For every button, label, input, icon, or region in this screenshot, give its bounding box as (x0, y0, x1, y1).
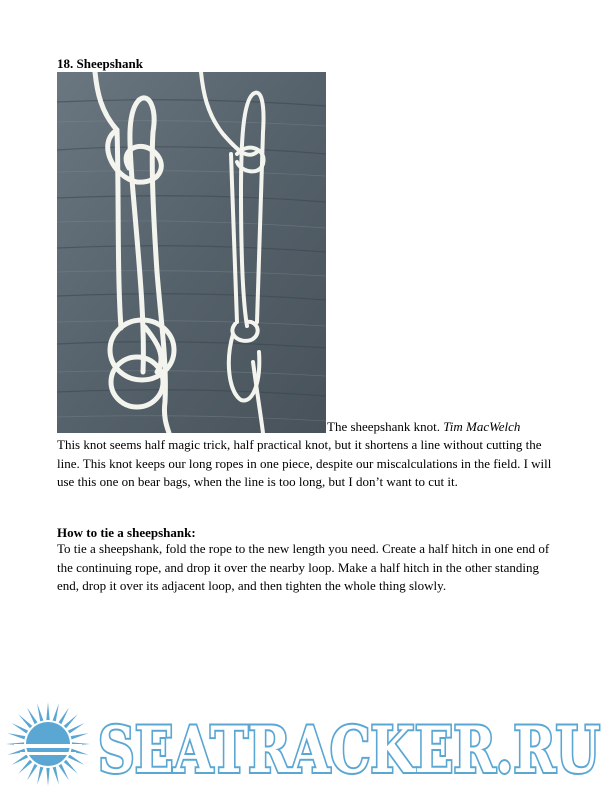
sun-ray (27, 708, 37, 724)
watermark-text: SEATRACKER.RU (98, 713, 600, 788)
caption-text: The sheepshank knot. (327, 419, 444, 434)
body-paragraph-1: This knot seems half magic trick, half practical knot, but it shortens a line without cutting the line. This knot keeps our long ropes in one piece, despite our miscalculations in the field. I will use this one on bear bags, when the line is too long, but I don’t want to cut it. (57, 437, 552, 489)
sun-ray (46, 768, 49, 786)
sun-ray (64, 760, 78, 774)
sun-ray (12, 755, 28, 765)
sun-ray (12, 723, 28, 733)
sun-ray (18, 760, 32, 774)
photo-caption (327, 419, 520, 435)
sun-ray (59, 764, 69, 780)
watermark-logo (0, 698, 612, 792)
caption-credit: Tim MacWelch (443, 419, 521, 434)
sun-ray (68, 755, 84, 765)
sun-ray (59, 708, 69, 724)
sheepshank-photo (57, 72, 326, 433)
sun-ray (68, 723, 84, 733)
sun-ray (71, 733, 89, 739)
subheading: How to tie a sheepshank: (57, 525, 196, 540)
body-paragraph-2: To tie a sheepshank, fold the rope to the new length you need. Create a half hitch in one end of the continuing rope, and drop it over the nearby loop. Make a half hitch in the other standing end, drop it over its adjacent loop, and then tighten the whole thing slowly. (57, 541, 550, 593)
sun-ray (37, 767, 43, 785)
sun-ray (37, 703, 43, 721)
sun-ray (53, 703, 59, 721)
sun-ray (18, 714, 32, 728)
section-heading: 18. Sheepshank (57, 56, 143, 71)
sun-ray (53, 767, 59, 785)
sun-ray (7, 733, 25, 739)
sun-ray (64, 714, 78, 728)
sun-ray (46, 702, 49, 720)
sun-ray (27, 764, 37, 780)
